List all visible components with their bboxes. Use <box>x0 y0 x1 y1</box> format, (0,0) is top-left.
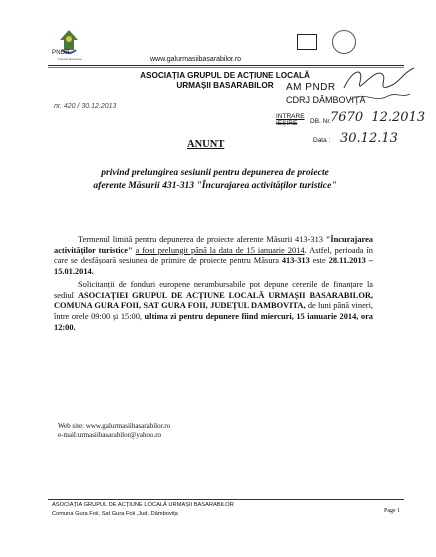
p1-measure-code: 413-313 <box>281 256 310 266</box>
stamp-date-label: Data : <box>313 137 331 144</box>
logo-text: PNDR <box>52 50 70 56</box>
stamp-nr-label: DB. Nr. <box>310 118 331 125</box>
p1-measure-name: "Încurajarea activităților turistice" <box>54 235 373 255</box>
stamp-direction <box>276 113 305 127</box>
p1-text2: . Astfel, perioada în care se desfășoară sesiunea de primire de proiecte pentru Măsura <box>54 245 373 266</box>
stamp-line2: CDRJ DÂMBOVIȚA <box>286 95 366 105</box>
stamp-handwritten-date: 12.2013 <box>371 110 426 125</box>
stamp-nr-number: 7670 <box>330 110 364 125</box>
page-number: Page 1 <box>384 508 401 514</box>
p1-text: Termenul limită pentru depunerea de proiecte aferente Măsurii 413-313 <box>78 235 326 244</box>
contact-website[interactable]: Web site: www.galurmasiibasarabilor.ro <box>58 422 171 430</box>
footer-address: Comuna Gura Foii, Sat Gura Foii ,Jud. Dâmbovița <box>52 511 178 517</box>
p2-text: Solicitanții de fonduri europene nerambursabile pot depune cererile de finanțare la sediul <box>54 279 373 300</box>
p1-period: 28.11.2013 –15.01.2014. <box>54 256 373 277</box>
footer-association: ASOCIAȚIA GRUPUL DE ACȚIUNE LOCALĂ URMAȘII BASARABILOR <box>52 502 234 508</box>
paragraph-2 <box>54 280 373 334</box>
logo-subtext: Fonduri Europene <box>58 57 83 61</box>
document-subtitle <box>60 167 370 192</box>
contact-email[interactable]: e-mail:urmasiibasarabilor@yahoo.ro <box>58 431 162 439</box>
stamp-line1: AM PNDR <box>286 82 336 93</box>
stamp-date-value: 30.12.13 <box>340 131 398 146</box>
subtitle-line2: aferente Măsurii 431-313 "Încurajarea activităților turistice" <box>93 179 337 191</box>
p2-deadline: ultima zi pentru depunere fiind miercuri, 15 ianuarie 2014, ora 12:00. <box>54 311 373 332</box>
leader-logo-icon <box>332 30 356 54</box>
document-title: ANUNT <box>187 139 225 150</box>
intrare-label: INTRARE <box>276 113 305 120</box>
paragraph-1 <box>54 235 373 278</box>
iesire-label: IEȘIRE <box>276 120 298 127</box>
handwritten-signature <box>330 60 420 115</box>
association-line2: URMAȘII BASARABILOR <box>176 81 274 90</box>
document-body <box>54 235 373 335</box>
outgoing-number: nr. 420 / 30.12.2013 <box>54 103 117 110</box>
header-website[interactable]: www.galurmasiibasarabilor.ro <box>150 56 242 63</box>
footer-divider <box>48 499 404 500</box>
p1-text3: este <box>309 256 329 266</box>
p2-address: ASOCIAȚIEI GRUPUL DE ACȚIUNE LOCALĂ URMAȘII BASARABILOR, COMUNA GURA FOII, SAT GURA FOII, JUDEȚUL DAMBOVITA, <box>54 290 373 311</box>
association-line1: ASOCIAȚIA GRUPUL DE ACȚIUNE LOCALĂ <box>140 71 310 80</box>
subtitle-line1: privind prelungirea sesiunii pentru depunerea de proiecte <box>101 167 329 178</box>
p2-hours: de luni până vineri, între orele 09:00 și 15:00, <box>54 301 374 321</box>
p1-extension: a fost prelungit până la data de 15 ianuarie 2014 <box>135 245 305 255</box>
eu-flag-icon <box>297 34 317 50</box>
